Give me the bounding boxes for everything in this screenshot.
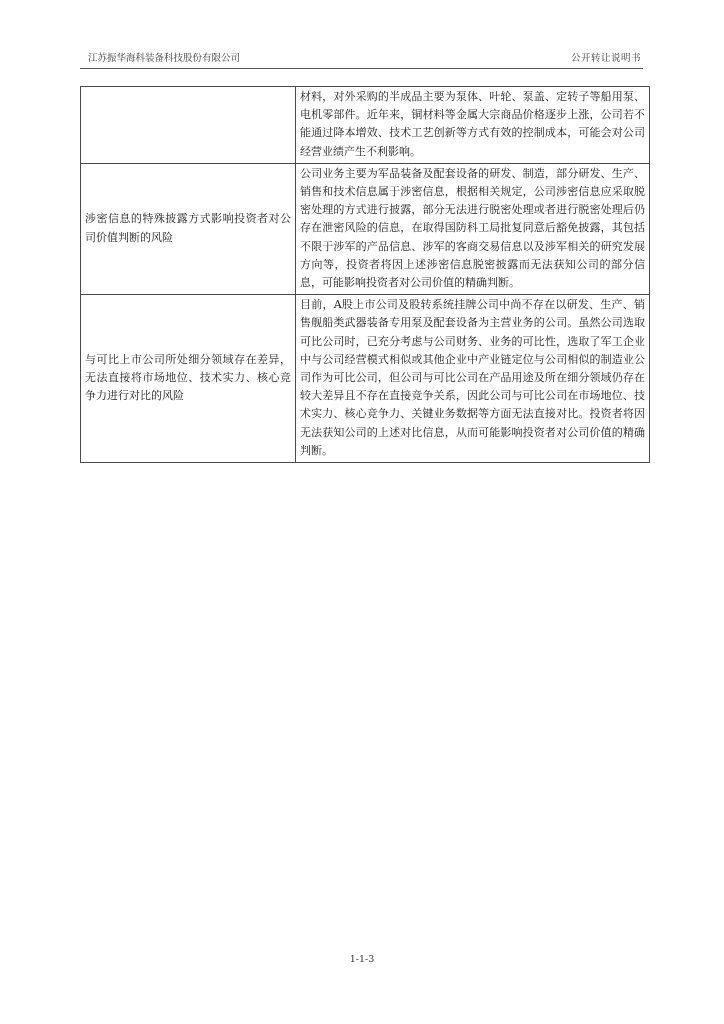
header-document-title: 公开转让说明书: [570, 53, 641, 64]
risk-name-cell: [81, 87, 296, 164]
table-row: [81, 87, 650, 164]
risk-description-cell: 公司业务主要为军品装备及配套设备的研发、制造，部分研发、生产、销售和技术信息属于涉密信息，根据相关规定，公司涉密信息应采取脱密处理的方式进行披露，部分无法进行脱密处理或者进行脱密处理后仍存在泄密风险的信息，在取得国防科工局批复同意后豁免披露，其包括不限于涉军的产品信息、涉军的客商交易信息以及涉军相关的研究发展方向等，投资者将因上述涉密信息脱密披露而无法获知公司的部分信息，可能影响投资者对公司价值的精确判断。: [296, 163, 650, 294]
page-header: [80, 52, 643, 69]
risk-name-cell: 与可比上市公司所处细分领域存在差异，无法直接将市场地位、技术实力、核心竞争力进行对比的风险: [81, 295, 296, 463]
page-number: 1-1-3: [349, 954, 375, 965]
risk-description-cell: 材料，对外采购的半成品主要为泵体、叶轮、泵盖、定转子等船用泵、电机零部件。近年来，铜材料等金属大宗商品价格逐步上涨，公司若不能通过降本增效、技术工艺创新等方式有效的控制成本，可能会对公司经营业绩产生不利影响。: [296, 87, 650, 164]
header-company-name: 江苏振华海科装备科技股份有限公司: [88, 53, 241, 64]
table-row: [81, 295, 650, 463]
risk-description-cell: 目前，A股上市公司及股转系统挂牌公司中尚不存在以研发、生产、销售舰船类武器装备专用泵及配套设备为主营业务的公司。虽然公司选取可比公司时，已充分考虑与公司财务、业务的可比性，选取了军工企业中与公司经营模式相似或其他企业中产业链定位与公司相似的制造业公司作为可比公司，但公司与可比公司在产品用途及所在细分领域仍存在较大差异且不存在直接竞争关系，因此公司与可比公司在市场地位、技术实力、核心竞争力、关键业务数据等方面无法直接对比。投资者将因无法获知公司的上述对比信息，从而可能影响投资者对公司价值的精确判断。: [296, 295, 650, 463]
table-row: [81, 163, 650, 294]
risk-name-cell: 涉密信息的特殊披露方式影响投资者对公司价值判断的风险: [81, 163, 296, 294]
risk-table: [80, 86, 650, 463]
